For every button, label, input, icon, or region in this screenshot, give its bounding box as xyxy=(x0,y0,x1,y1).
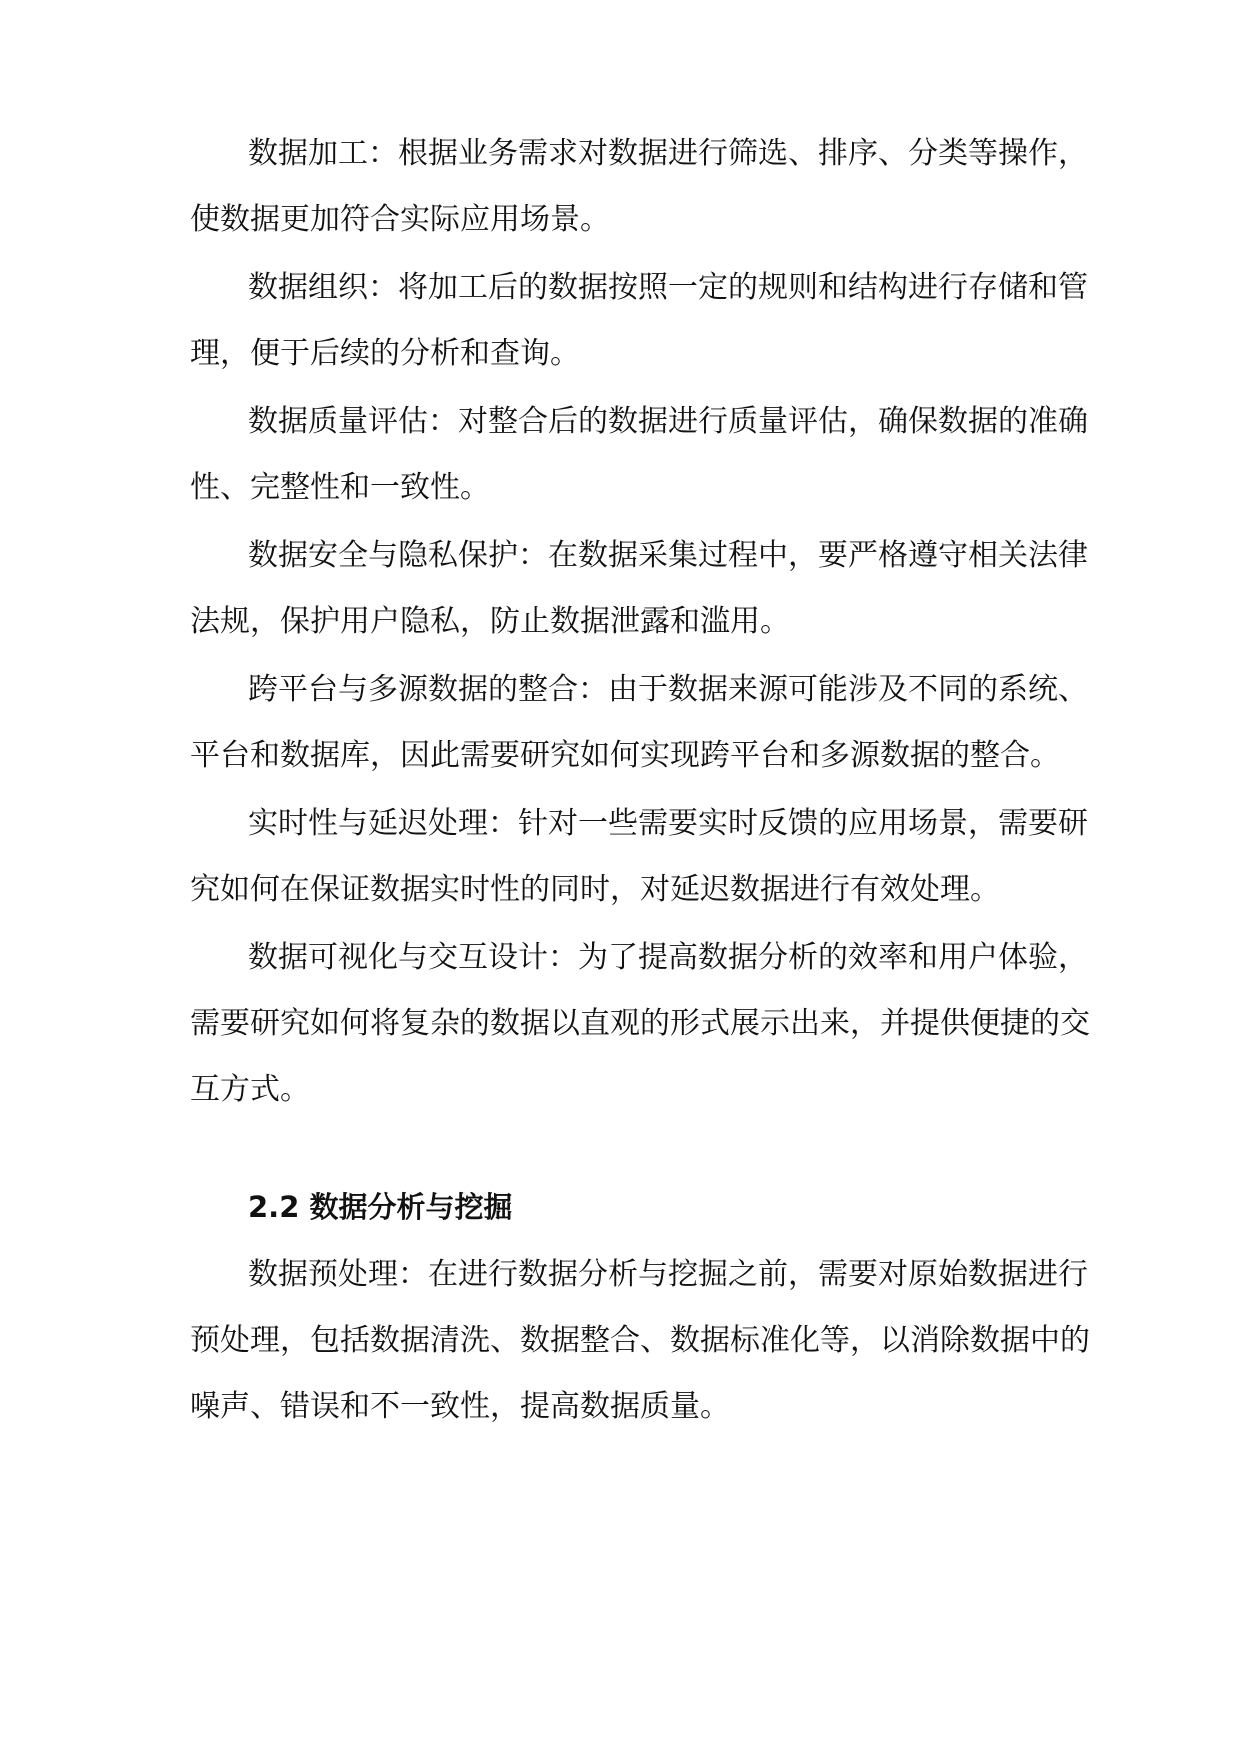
paragraph-visualization-line-1: 数据可视化与交互设计：为了提高数据分析的效率和用户体验， xyxy=(248,940,1088,975)
paragraph-preprocessing-line-3: 噪声、错误和不一致性，提高数据质量。 xyxy=(190,1389,730,1424)
paragraph-data-organization-line-2: 理，便于后续的分析和查询。 xyxy=(190,336,580,371)
paragraph-visualization-line-2: 需要研究如何将复杂的数据以直观的形式展示出来，并提供便捷的交 xyxy=(190,1006,1090,1041)
paragraph-data-processing-line-2: 使数据更加符合实际应用场景。 xyxy=(190,202,610,237)
section-heading: 2.2 数据分析与挖掘 xyxy=(248,1190,513,1224)
paragraph-realtime-line-1: 实时性与延迟处理：针对一些需要实时反馈的应用场景，需要研 xyxy=(248,806,1088,841)
paragraph-visualization-line-3: 互方式。 xyxy=(190,1072,310,1107)
paragraph-data-security-line-2: 法规，保护用户隐私，防止数据泄露和滥用。 xyxy=(190,604,790,639)
paragraph-data-quality-line-2: 性、完整性和一致性。 xyxy=(190,470,490,505)
paragraph-data-security-line-1: 数据安全与隐私保护：在数据采集过程中，要严格遵守相关法律 xyxy=(248,538,1088,573)
paragraph-data-quality-line-1: 数据质量评估：对整合后的数据进行质量评估，确保数据的准确 xyxy=(248,404,1088,439)
paragraph-data-organization-line-1: 数据组织：将加工后的数据按照一定的规则和结构进行存储和管 xyxy=(248,270,1088,305)
paragraph-data-processing-line-1: 数据加工：根据业务需求对数据进行筛选、排序、分类等操作， xyxy=(248,136,1088,171)
paragraph-preprocessing-line-2: 预处理，包括数据清洗、数据整合、数据标准化等，以消除数据中的 xyxy=(190,1323,1090,1358)
paragraph-realtime-line-2: 究如何在保证数据实时性的同时，对延迟数据进行有效处理。 xyxy=(190,872,1000,907)
paragraph-cross-platform-line-2: 平台和数据库，因此需要研究如何实现跨平台和多源数据的整合。 xyxy=(190,738,1060,773)
paragraph-cross-platform-line-1: 跨平台与多源数据的整合：由于数据来源可能涉及不同的系统、 xyxy=(248,672,1088,707)
paragraph-preprocessing-line-1: 数据预处理：在进行数据分析与挖掘之前，需要对原始数据进行 xyxy=(248,1257,1088,1292)
